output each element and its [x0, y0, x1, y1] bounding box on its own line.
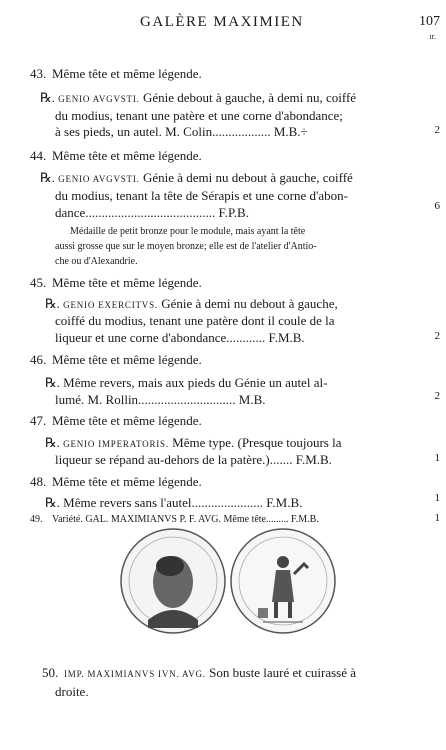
line-text: Son buste lauré et cuirassé à	[205, 665, 357, 680]
line-text: dance........................................ F.P.B.	[55, 205, 249, 220]
line-text: Même tête et même légende.	[52, 275, 202, 290]
reverse-symbol: ℞.	[45, 435, 64, 450]
line-text: coiffé du modius, tenant une patère dont il coule de la	[55, 313, 335, 328]
text-line	[55, 255, 138, 268]
text-line	[30, 275, 202, 291]
text-line	[55, 188, 348, 204]
text-line	[55, 330, 305, 346]
line-text: à ses pieds, un autel. M. Colin.................. M.B.÷	[55, 124, 308, 139]
margin-rarity: 2	[434, 330, 440, 342]
text-line	[55, 452, 332, 468]
line-text: Même revers, mais aux pieds du Génie un autel al-	[63, 375, 328, 390]
legend-smallcaps: GENIO IMPERATORIS.	[63, 439, 169, 449]
line-text: du modius, tenant une patère et une corne d'abondance;	[55, 108, 343, 123]
line-text: Même tête et même légende.	[52, 66, 202, 81]
legend-smallcaps: GENIO AVGVSTI.	[58, 94, 140, 104]
text-line	[40, 170, 353, 187]
line-text: Génie à demi nu debout à gauche, coiffé	[139, 170, 353, 185]
text-line	[45, 296, 338, 313]
reverse-symbol: ℞.	[40, 170, 59, 185]
line-text: Génie à demi nu debout à gauche,	[157, 296, 338, 311]
running-title: GALÈRE MAXIMIEN	[140, 14, 304, 30]
text-line	[40, 90, 356, 107]
text-line	[55, 108, 343, 124]
text-line	[55, 684, 89, 700]
text-line	[45, 375, 327, 391]
line-text: Génie debout à gauche, à demi nu, coiffé	[139, 90, 357, 105]
line-text: Même tête et même légende.	[52, 352, 202, 367]
text-line	[70, 225, 305, 238]
entry-number: 46.	[30, 352, 47, 367]
line-text: aussi grosse que sur le moyen bronze; elle est de l'atelier d'Antio-	[55, 241, 317, 252]
page-header	[0, 14, 446, 41]
margin-rarity: 1	[434, 492, 440, 504]
line-text: Même revers sans l'autel...................... F.M.B.	[63, 495, 303, 510]
text-line	[42, 665, 356, 682]
line-text: Médaille de petit bronze pour le module, mais ayant la tête	[70, 226, 306, 237]
entry-number: 49.	[30, 514, 43, 525]
line-text: lumé. M. Rollin.............................. M.B.	[55, 392, 266, 407]
line-text: liqueur se répand au-dehors de la patère.)....... F.M.B.	[55, 452, 332, 467]
line-text: droite.	[55, 684, 89, 699]
reverse-symbol: ℞.	[45, 495, 64, 510]
margin-rarity: 2	[434, 124, 440, 136]
line-text: che ou d'Alexandrie.	[55, 256, 138, 267]
legend-smallcaps: GENIO EXERCITVS.	[63, 300, 158, 310]
line-text: Même type. (Presque toujours la	[168, 435, 342, 450]
legend-smallcaps: IMP. MAXIMIANVS IVN. AVG.	[64, 669, 206, 679]
entry-number: 48.	[30, 474, 47, 489]
entry-number: 43.	[30, 66, 47, 81]
entry-number: 44.	[30, 148, 47, 163]
text-line	[55, 205, 249, 221]
corner-mark: ır.	[429, 32, 436, 41]
line-text: Même tête et même légende.	[52, 148, 202, 163]
line-text: Variété. GAL. MAXIMIANVS P. F. AVG. Même tête......... F.M.B.	[52, 514, 319, 525]
text-line	[30, 148, 202, 164]
reverse-symbol: ℞.	[45, 375, 64, 390]
text-line	[55, 313, 335, 329]
reverse-symbol: ℞.	[40, 90, 59, 105]
coin-illustration	[118, 524, 338, 638]
text-line	[30, 352, 202, 368]
margin-rarity: 2	[434, 390, 440, 402]
page-number: 107	[419, 14, 440, 29]
margin-rarity: 6	[434, 200, 440, 212]
entry-number: 47.	[30, 413, 47, 428]
text-line	[30, 66, 202, 82]
line-text: Même tête et même légende.	[52, 413, 202, 428]
entry-number: 50.	[42, 665, 59, 680]
line-text: du modius, tenant la tête de Sérapis et une corne d'abon-	[55, 188, 348, 203]
text-line	[55, 124, 308, 140]
entry-number: 45.	[30, 275, 47, 290]
text-line	[55, 240, 317, 253]
text-line	[30, 413, 202, 429]
reverse-symbol: ℞.	[45, 296, 64, 311]
legend-smallcaps: GENIO AVGVSTI.	[58, 174, 140, 184]
line-text: Même tête et même légende.	[52, 474, 202, 489]
margin-rarity: 1	[434, 512, 440, 524]
text-line	[55, 392, 266, 408]
line-text: liqueur et une corne d'abondance............ F.M.B.	[55, 330, 305, 345]
text-line	[45, 495, 302, 511]
text-line	[30, 474, 202, 490]
margin-rarity: 1	[434, 452, 440, 464]
text-line	[45, 435, 341, 452]
